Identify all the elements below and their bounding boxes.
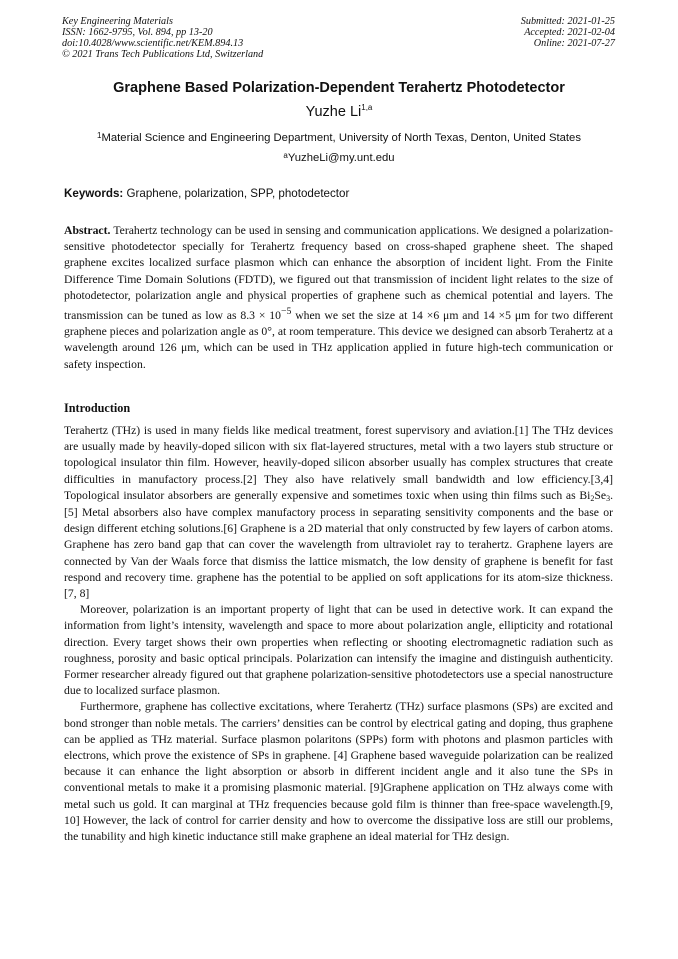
affiliation (0, 132, 678, 144)
journal-name: Key Engineering Materials (62, 16, 173, 27)
author-line (0, 104, 678, 120)
publication-info (62, 16, 263, 60)
author-name: Yuzhe Li (305, 104, 362, 120)
intro-paragraph-2: Moreover, polarization is an important property of light that can be used in detective work. It can expand the information from light’s intensity, wavelength and space to more about polarization angle, ellipticity and rotational direction. Every target shows their own properties when reflecting or shooting electromagnetic radiation such as roughness, porosity and basic optical principals. Polarization can intensify the imagine and distinguish authenticity. Former researcher already figured out that graphene polarization-sensitive photodetectors use a special nanostructure due to localized surface plasmon. (64, 603, 613, 698)
paper-title: Graphene Based Polarization-Dependent Terahertz Photodetector (113, 80, 565, 96)
keywords (64, 187, 349, 200)
online-date: Online: 2021-07-27 (533, 38, 615, 49)
copyright-line: © 2021 Trans Tech Publications Ltd, Switzerland (62, 49, 264, 60)
accepted-date: Accepted: 2021-02-04 (524, 27, 615, 38)
abstract-text-2: when we set the size at 14 ×6 μm and 14 ×5 μm for two different graphene pieces and polarization angle as 0°, at room temperature. This device we designed can absorb Terahertz at a wavelength around 126 μm, which can be used in THz application applied in future high-tech communication or safety inspection. (64, 308, 613, 371)
affiliation-text: Material Science and Engineering Department, University of North Texas, Denton, United States (101, 132, 581, 144)
abstract-label: Abstract. (64, 224, 111, 237)
keywords-text: Graphene, polarization, SPP, photodetector (126, 187, 350, 200)
doi-link[interactable]: doi:10.4028/www.scientific.net/KEM.894.13 (62, 38, 244, 49)
introduction-body (64, 423, 613, 845)
intro-p1-part-b: .[5] Metal absorbers also have complex manufactory process in separating sensitivity components and the base or design different etching solutions.[6] Graphene is a 2D material that only constructed by few layers of carbon atoms. Graphene has zero band gap that can cover the wavelength from ultraviolet ray to terahertz. Graphene layers are connected by Van der Waals force that dismiss the lattice mismatch, the low density of graphene is benefit for fast respond and recovery time. graphene has the potential to be applied on soft applications for its atom-size thickness.[7, 8] (64, 488, 613, 601)
email-superscript: a (283, 151, 288, 160)
intro-p1-part-a: Terahertz (THz) is used in many fields like medical treatment, forest supervisory and aviation.[1] The THz devices are usually made by heavily-doped silicon with six flat-layered structures, metal with a two layers stub structure or topological insulator thin film. However, heavily-doped silicon absorber usually has complex structures that create difficulties in manufactory process.[2] They also have relatively small bandwidth and low efficiency.[3,4] Topological insulator absorbers are generally expensive and sometimes toxic when using thin films such as Bi (64, 424, 613, 502)
keywords-label: Keywords: (64, 187, 124, 200)
introduction-heading: Introduction (64, 401, 131, 415)
intro-p1-subscript-3: 3 (606, 493, 611, 503)
author-superscript: 1,a (361, 103, 373, 112)
abstract (64, 223, 613, 373)
affiliation-superscript: 1 (97, 131, 102, 140)
abstract-text-1: Terahertz technology can be used in sensing and communication applications. We designed a polarization-sensitive photodetector specially for Terahertz frequency based on cross-shaped graphene sheet. The shaped graphene excites localized surface plasmon which can enhance the absorption of incident light. From the Finite Difference Time Domain Solutions (FDTD), we figured out that transmission of incident light relates to the size of photodetector, polarization angle and physical properties of graphene such as chemical potential and layers. The transmission can be tuned as low as 8.3 × 10 (64, 224, 613, 322)
intro-p1-se: Se (594, 488, 607, 502)
publication-dates (521, 16, 615, 49)
submitted-date: Submitted: 2021-01-25 (520, 16, 615, 27)
intro-p1-subscript-2: 2 (590, 493, 595, 503)
intro-paragraph-3: Furthermore, graphene has collective excitations, where Terahertz (THz) surface plasmons (SPs) are excited and bond stronger than noble metals. The carriers’ densities can be control by electrical gating and doping, thus graphene can be applied as THz material. Surface plasmon polaritons (SPPs) form with photons and plasmon particles with electrons, which prove the existence of SPs in graphene. [4] Graphene based waveguide polarization can be realized because it can enhance the light absorption or absorb in different incident angle and it also tune the SPs in conventional metals to make it a promising plasmonic material. [9]Graphene application on THz always come with metal such us gold. It can marginal at THz frequencies because gold film is thinner than free-space wavelength.[9, 10] However, the lack of control for carrier density and how to overcome the dissipative loss are still our problems, the tunability and high kinetic inductance still make graphene an ideal material for THz design. (64, 700, 613, 844)
intro-paragraph-1 (64, 423, 613, 602)
author-email (0, 152, 678, 164)
issn-line: ISSN: 1662-9795, Vol. 894, pp 13-20 (62, 27, 213, 38)
email-link[interactable]: YuzheLi@my.unt.edu (287, 152, 395, 164)
abstract-exponent: −5 (280, 306, 292, 318)
